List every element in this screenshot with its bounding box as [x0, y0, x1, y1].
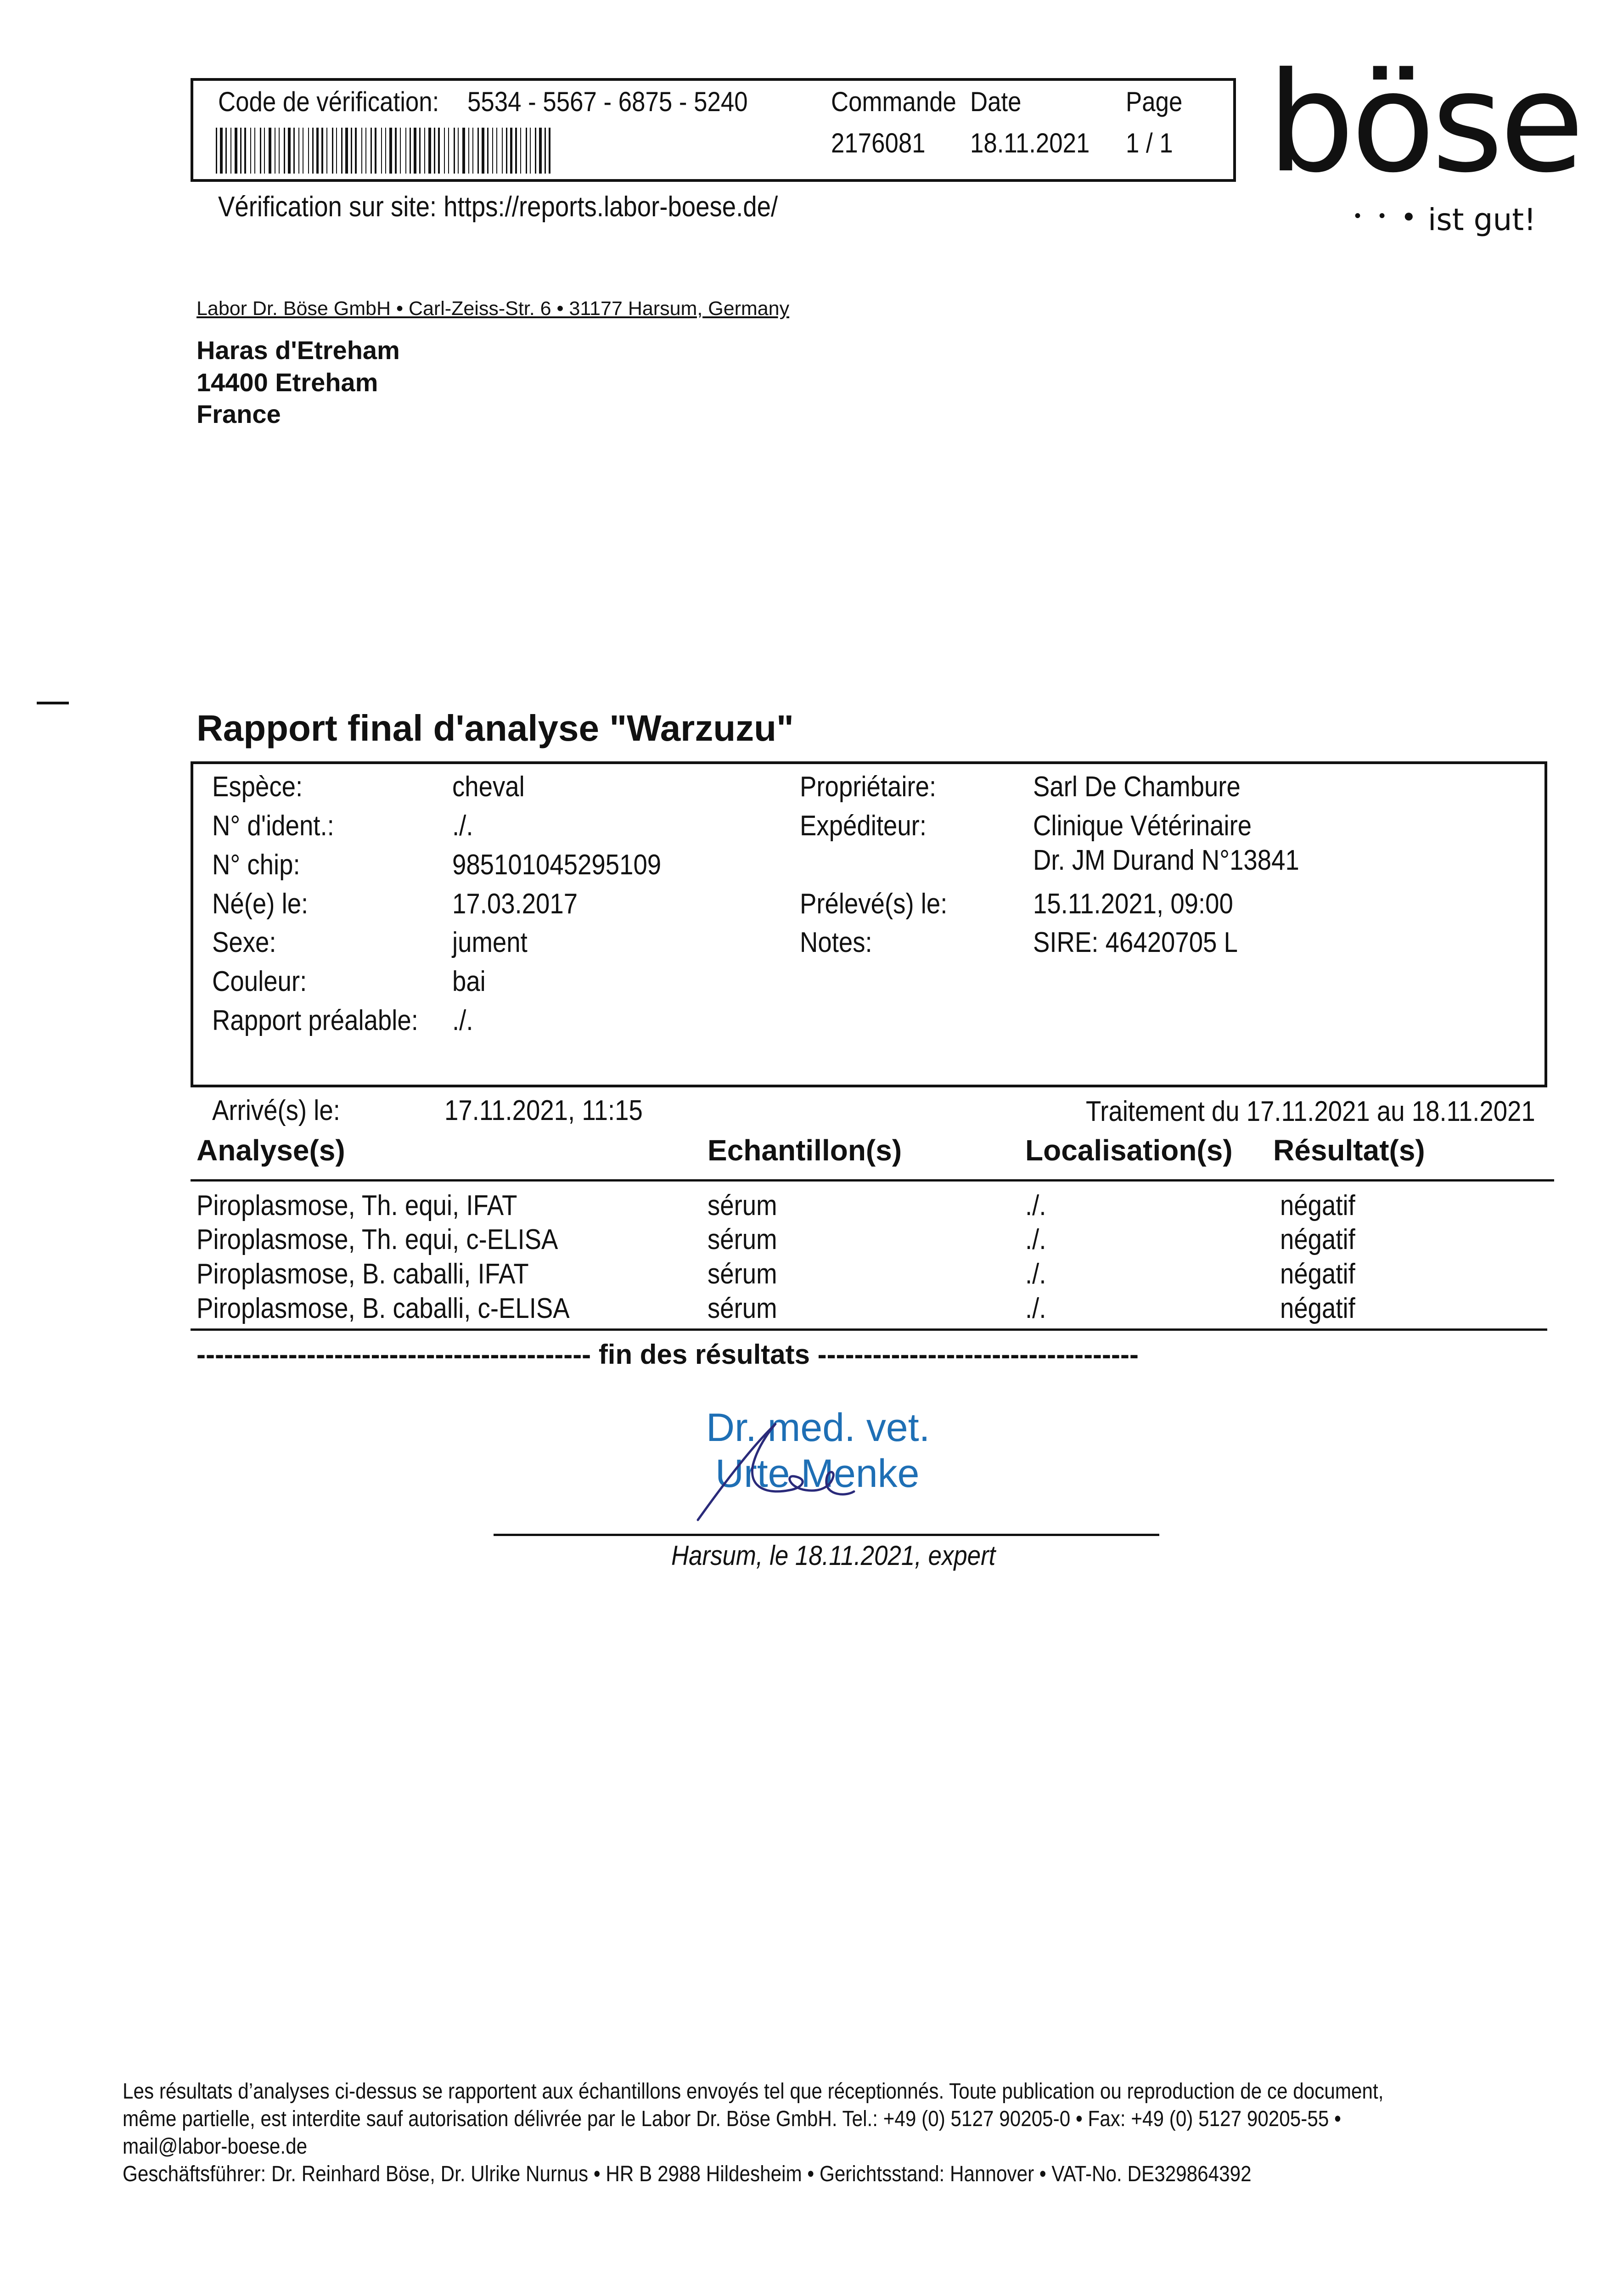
signature-line	[494, 1534, 1159, 1536]
barcode-icon	[216, 128, 553, 174]
sample-type: sérum	[708, 1224, 777, 1255]
result: négatif	[1280, 1224, 1355, 1255]
species-label: Espèce:	[212, 771, 303, 803]
prior-report-value: ./.	[452, 1005, 473, 1036]
result: négatif	[1280, 1293, 1355, 1324]
location: ./.	[1025, 1224, 1046, 1255]
footer-disclaimer-line2: même partielle, est interdite sauf autorisation délivrée par le Labor Dr. Böse GmbH. Tel.: +49 (0) 5127 90205-0 • Fax: +49 (0) 5127 90205-55 •	[123, 2107, 1341, 2131]
sample-type: sérum	[708, 1258, 777, 1290]
result: négatif	[1280, 1190, 1355, 1221]
notes-value: SIRE: 46420705 L	[1033, 927, 1238, 958]
table-bottom-divider	[191, 1328, 1547, 1331]
sender-doctor: Dr. JM Durand N°13841	[1033, 844, 1299, 876]
ident-value: ./.	[452, 810, 473, 842]
color-value: bai	[452, 966, 486, 997]
location: ./.	[1025, 1258, 1046, 1290]
col-header-sample: Echantillon(s)	[708, 1134, 902, 1167]
order-number: 2176081	[831, 128, 926, 158]
analysis-name: Piroplasmose, B. caballi, c-ELISA	[197, 1293, 570, 1324]
location: ./.	[1025, 1190, 1046, 1221]
sender-clinic: Clinique Vétérinaire	[1033, 810, 1252, 842]
notes-label: Notes:	[800, 927, 872, 958]
analysis-name: Piroplasmose, B. caballi, IFAT	[197, 1258, 529, 1290]
signature-caption: Harsum, le 18.11.2021, expert	[671, 1540, 996, 1571]
location: ./.	[1025, 1293, 1046, 1324]
fold-mark	[37, 702, 69, 704]
recipient-name: Haras d'Etreham	[197, 336, 400, 365]
ident-label: N° d'ident.:	[212, 810, 334, 842]
footer-email[interactable]: mail@labor-boese.de	[123, 2134, 308, 2159]
signature-title: Dr. med. vet.	[706, 1406, 930, 1450]
sample-type: sérum	[708, 1190, 777, 1221]
chip-label: N° chip:	[212, 849, 300, 881]
arrival-label: Arrivé(s) le:	[212, 1095, 340, 1126]
verification-code: 5534 - 5567 - 6875 - 5240	[467, 86, 748, 117]
page-label: Page	[1126, 86, 1183, 117]
order-label: Commande	[831, 86, 956, 117]
verification-code-label: Code de vérification:	[218, 86, 439, 117]
logo-tagline: ist gut!	[1428, 202, 1536, 237]
report-date: 18.11.2021	[970, 128, 1090, 158]
col-header-analysis: Analyse(s)	[197, 1134, 345, 1167]
birth-date-label: Né(e) le:	[212, 888, 309, 920]
sampled-value: 15.11.2021, 09:00	[1033, 888, 1233, 920]
color-label: Couleur:	[212, 966, 307, 997]
owner-label: Propriétaire:	[800, 771, 937, 803]
prior-report-label: Rapport préalable:	[212, 1005, 418, 1036]
sender-label: Expéditeur:	[800, 810, 927, 842]
result: négatif	[1280, 1258, 1355, 1290]
logo-dots-icon: • • ●	[1354, 206, 1421, 226]
chip-value: 985101045295109	[452, 849, 662, 881]
footer-disclaimer-line1: Les résultats d’analyses ci-dessus se rapportent aux échantillons envoyés tel que réceptionnés. Toute publication ou reproduction de ce document,	[123, 2079, 1384, 2104]
sex-label: Sexe:	[212, 927, 276, 958]
recipient-country: France	[197, 400, 281, 428]
date-label: Date	[970, 86, 1022, 117]
col-header-result: Résultat(s)	[1273, 1134, 1425, 1167]
boese-logo: böse	[1267, 43, 1581, 203]
sample-type: sérum	[708, 1293, 777, 1324]
verification-site[interactable]: Vérification sur site: https://reports.labor-boese.de/	[218, 191, 778, 223]
sex-value: jument	[452, 927, 528, 958]
report-title: Rapport final d'analyse "Warzuzu"	[197, 708, 794, 748]
owner-value: Sarl De Chambure	[1033, 771, 1241, 803]
end-of-results-marker: ------------------------------------------- fin des résultats -----------------------------------	[197, 1339, 1139, 1370]
footer-company-info: Geschäftsführer: Dr. Reinhard Böse, Dr. Ulrike Nurnus • HR B 2988 Hildesheim • Gerichtsstand: Hannover • VAT-No. DE329864392	[123, 2162, 1252, 2186]
recipient-city: 14400 Etreham	[197, 368, 378, 397]
sampled-label: Prélevé(s) le:	[800, 888, 948, 920]
page-number: 1 / 1	[1126, 128, 1173, 158]
signature-name: Urte Menke	[715, 1452, 920, 1496]
arrival-value: 17.11.2021, 11:15	[444, 1095, 643, 1126]
species-value: cheval	[452, 771, 525, 803]
col-header-location: Localisation(s)	[1025, 1134, 1233, 1167]
treatment-period: Traitement du 17.11.2021 au 18.11.2021	[1086, 1096, 1535, 1127]
table-header-divider	[191, 1179, 1554, 1182]
analysis-name: Piroplasmose, Th. equi, c-ELISA	[197, 1224, 558, 1255]
analysis-name: Piroplasmose, Th. equi, IFAT	[197, 1190, 517, 1221]
birth-date-value: 17.03.2017	[452, 888, 578, 920]
sender-address-line: Labor Dr. Böse GmbH • Carl-Zeiss-Str. 6 • 31177 Harsum, Germany	[197, 298, 790, 320]
handwritten-signature-icon	[680, 1396, 937, 1534]
